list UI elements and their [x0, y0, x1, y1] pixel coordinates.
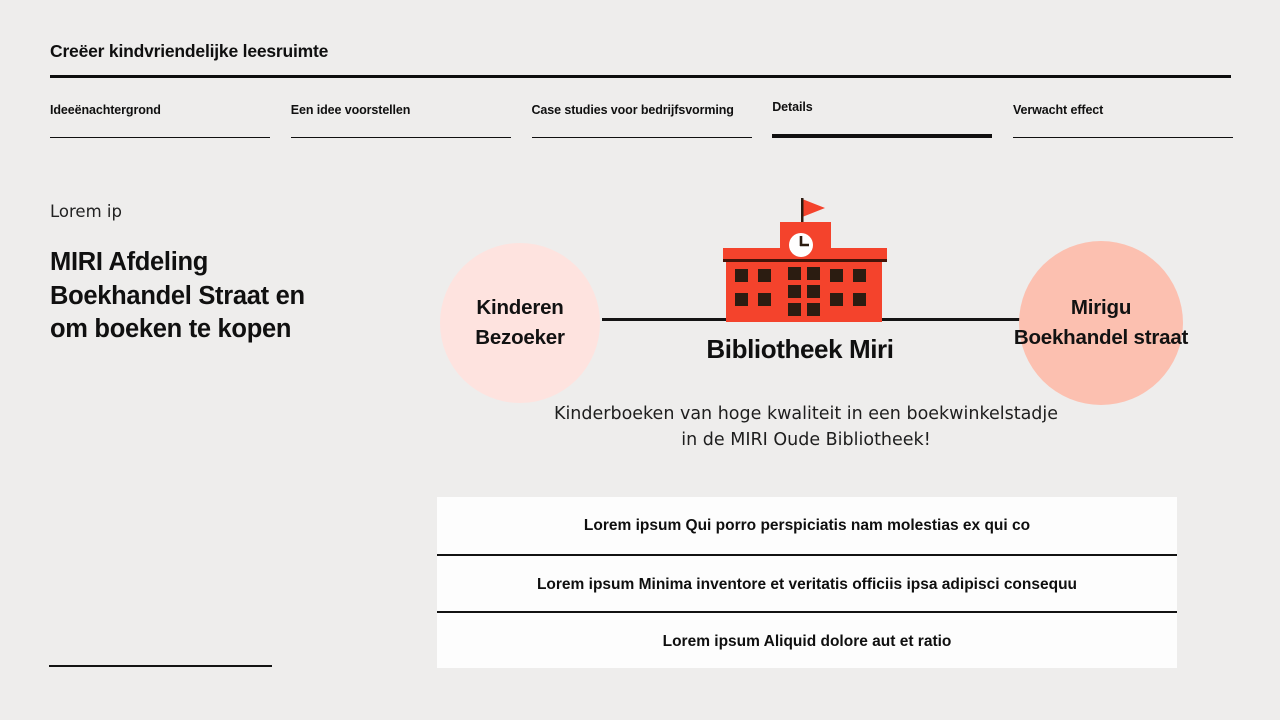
- tab-details[interactable]: [772, 100, 992, 138]
- heading-line: om boeken te kopen: [50, 315, 292, 343]
- page-title: Creëer kindvriendelijke leesruimte: [50, 41, 329, 61]
- tab-label: Een idee voorstellen: [290, 103, 411, 117]
- flag-icon: [801, 198, 825, 226]
- right-node-line1: Mirigu: [1070, 296, 1132, 319]
- caption-line1: Kinderboeken van hoge kwaliteit in een boekwinkelstadje: [553, 404, 1059, 424]
- tab-label: Details: [772, 100, 813, 114]
- tab-label: Verwacht effect: [1013, 103, 1104, 117]
- list-item: Lorem ipsum Qui porro perspiciatis nam molestias ex qui co: [437, 497, 1177, 554]
- feature-list: [437, 497, 1177, 668]
- left-node-line2: Bezoeker: [475, 326, 565, 349]
- tab-underline: [772, 134, 992, 138]
- left-node-label: [475, 293, 565, 353]
- building-caption: [496, 401, 1116, 453]
- tab-underline: [1013, 137, 1233, 139]
- library-building-illustration: [712, 193, 887, 322]
- building-label: Bibliotheek Miri: [706, 334, 894, 364]
- section-heading: [50, 246, 305, 347]
- tab-underline: [532, 137, 752, 139]
- caption-line2: in de MIRI Oude Bibliotheek!: [681, 430, 931, 450]
- tab-case-studies-voor-bedrijfsvorming[interactable]: [532, 100, 752, 138]
- heading-line: MIRI Afdeling: [50, 248, 209, 276]
- left-node-circle: [440, 243, 600, 403]
- title-divider: [50, 75, 1231, 78]
- tab-underline: [50, 137, 270, 139]
- step-tabs: [50, 100, 1233, 138]
- tab-ideeenachtergrond[interactable]: [50, 100, 270, 138]
- clock-icon: [789, 233, 813, 257]
- right-node-line2: Boekhandel straat: [1013, 326, 1189, 349]
- tab-label: Case studies voor bedrijfsvorming: [531, 103, 734, 117]
- footer-rule: [49, 665, 272, 667]
- kicker-text: Lorem ip: [50, 202, 122, 221]
- list-item: Lorem ipsum Aliquid dolore aut et ratio: [437, 611, 1177, 668]
- heading-line: Boekhandel Straat en: [50, 281, 305, 310]
- tab-verwacht-effect[interactable]: [1013, 100, 1233, 138]
- tab-underline: [291, 137, 511, 139]
- list-item: Lorem ipsum Minima inventore et veritatis officiis ipsa adipisci consequu: [437, 554, 1177, 611]
- tab-een-idee-voorstellen[interactable]: [291, 100, 511, 138]
- right-node-circle: [1013, 241, 1189, 405]
- right-node-label: [1014, 293, 1188, 353]
- left-node-line1: Kinderen: [476, 296, 564, 319]
- tab-label: Ideeënachtergrond: [50, 103, 161, 117]
